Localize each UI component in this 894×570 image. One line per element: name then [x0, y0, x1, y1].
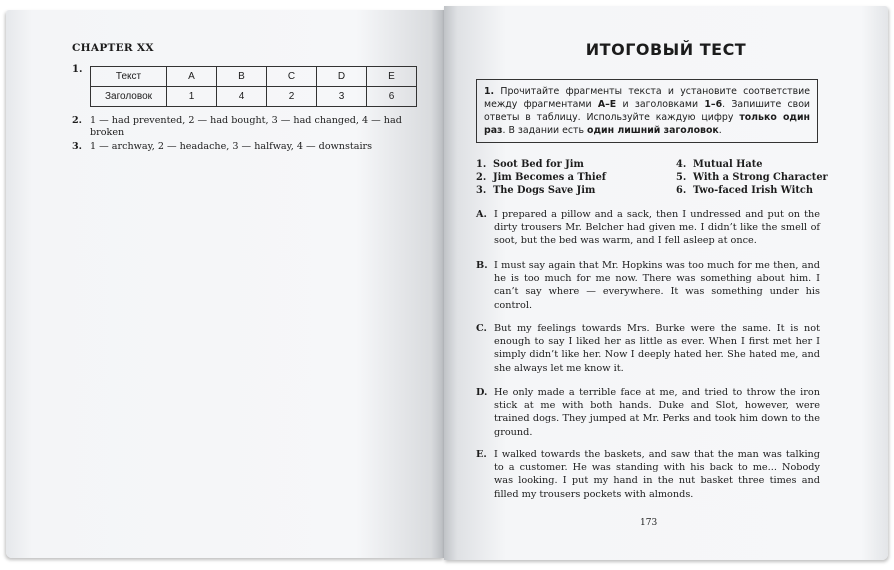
- task-number: 1.: [484, 86, 495, 97]
- task-text: Прочитайте фрагменты текста и установите соответствие между фрагментами: [484, 86, 811, 110]
- table-cell: C: [267, 67, 317, 87]
- task-text: . В задании есть: [502, 125, 585, 136]
- task-instructions: [476, 79, 818, 143]
- chapter-heading: CHAPTER XX: [72, 42, 154, 54]
- task-text-bold: A–E: [597, 99, 617, 110]
- heading-option: [476, 172, 606, 184]
- answer-1-number: 1.: [72, 64, 83, 75]
- heading-option: [476, 159, 584, 171]
- task-text-bold: только один раз: [484, 112, 811, 136]
- answer-text: 1 — had prevented, 2 — had bought, 3 — had changed, 4 — had broken: [90, 115, 402, 138]
- fragment-text: I must say again that Mr. Hopkins was too much for me then, and he is too much for me now. There was something about him. I can’t say where — everywhere. It was something under his control.: [494, 260, 820, 311]
- answer-text: 1 — archway, 2 — headache, 3 — halfway, 4 — downstairs: [90, 141, 373, 152]
- heading-text: Jim Becomes a Thief: [493, 172, 607, 183]
- heading-text: The Dogs Save Jim: [493, 185, 596, 196]
- task-text: .: [718, 125, 722, 136]
- heading-number: 6.: [676, 185, 687, 196]
- heading-text: Soot Bed for Jim: [493, 159, 584, 170]
- answer-number: 3.: [72, 141, 83, 152]
- table-cell: 1: [167, 87, 217, 107]
- heading-number: 2.: [476, 172, 487, 183]
- table-row: [91, 67, 417, 87]
- fragment-text: But my feelings towards Mrs. Burke were the same. It is not enough to say I liked her as little as ever. When I first met her I simply didn’t like her. Now I deeply hated her. She hated me, and she always let me know it.: [494, 323, 820, 374]
- fragment-e: [476, 448, 820, 501]
- heading-number: 4.: [676, 159, 687, 170]
- fragment-letter: D.: [476, 387, 488, 398]
- table-cell: 4: [217, 87, 267, 107]
- fragment-letter: E.: [476, 449, 487, 460]
- answer-number: 2.: [72, 115, 83, 126]
- task-text-bold: один лишний заголовок: [587, 125, 719, 136]
- fragment-b: [476, 259, 820, 312]
- fragment-text: He only made a terrible face at me, and tried to throw the iron stick at me with both hands. Duke and Slot, however, were trained dogs. They jumped at Mr. Perks and took him down to the ground.: [494, 387, 820, 438]
- task-text: . Запишите свои ответы в таблицу. Используйте каждую цифру: [484, 99, 811, 123]
- fragment-letter: B.: [476, 260, 488, 271]
- table-cell: E: [367, 67, 417, 87]
- table-cell: 2: [267, 87, 317, 107]
- heading-option: [676, 159, 762, 171]
- table-cell: D: [317, 67, 367, 87]
- heading-text: Mutual Hate: [693, 159, 763, 170]
- fragment-d: [476, 386, 820, 439]
- table-cell: A: [167, 67, 217, 87]
- table-row: [91, 87, 417, 107]
- fragment-c: [476, 322, 820, 375]
- answer-2: [72, 115, 412, 139]
- table-cell: 3: [317, 87, 367, 107]
- fragment-letter: A.: [476, 209, 487, 220]
- heading-text: Two-faced Irish Witch: [693, 185, 813, 196]
- heading-number: 1.: [476, 159, 487, 170]
- heading-number: 3.: [476, 185, 487, 196]
- table-cell: B: [217, 67, 267, 87]
- table-cell: 6: [367, 87, 417, 107]
- task-text: и заголовками: [622, 99, 699, 110]
- page-number: 173: [640, 518, 658, 528]
- answer-table: [90, 66, 417, 107]
- answer-3: [72, 141, 412, 153]
- heading-number: 5.: [676, 172, 687, 183]
- fragment-text: I walked towards the baskets, and saw that the man was talking to a customer. He was standing with his back to me... Nobody was looking. I put my hand in the nut basket three times and filled my trousers pockets with almonds.: [494, 449, 820, 500]
- heading-option: [676, 172, 828, 184]
- heading-option: [476, 185, 595, 197]
- table-header-cell: Текст: [91, 67, 167, 87]
- heading-option: [676, 185, 813, 197]
- fragment-a: [476, 208, 820, 248]
- page-title: ИТОГОВЫЙ ТЕСТ: [585, 40, 747, 59]
- table-header-cell: Заголовок: [91, 87, 167, 107]
- heading-text: With a Strong Character: [693, 172, 828, 183]
- fragment-text: I prepared a pillow and a sack, then I undressed and put on the dirty trousers Mr. Belcher had given me. I didn’t like the smell of soot, but the bed was warm, and I fell asleep at once.: [494, 209, 820, 247]
- task-text-bold: 1–6: [704, 99, 723, 110]
- fragment-letter: C.: [476, 323, 487, 334]
